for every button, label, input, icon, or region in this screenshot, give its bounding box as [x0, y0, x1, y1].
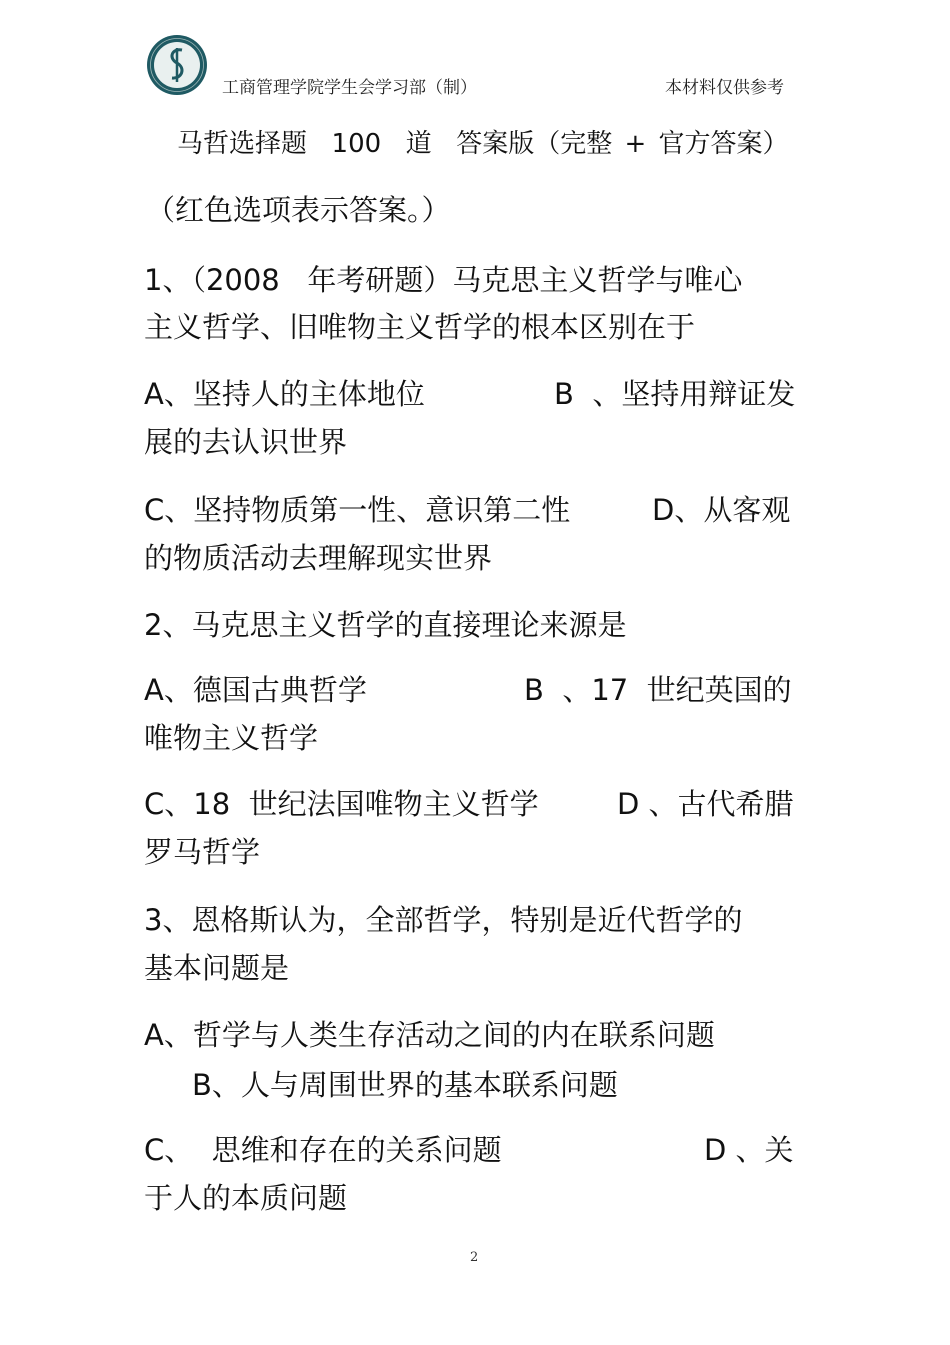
question-2-option-a: A、德国古典哲学 — [144, 673, 367, 707]
question-3-stem-line2: 基本问题是 — [144, 951, 290, 985]
question-2-option-d: D 、古代希腊 — [617, 787, 794, 821]
answer-note: （红色选项表示答案。） — [146, 193, 451, 227]
question-3-option-a: A、哲学与人类生存活动之间的内在联系问题 — [144, 1018, 715, 1052]
question-1-option-b: B 、坚持用辩证发 — [554, 377, 796, 411]
question-2-option-b: B 、17 世纪英国的 — [524, 673, 792, 707]
document-title: 马哲选择题 100 道 答案版（完整 + 官方答案） — [177, 129, 789, 159]
question-3-stem-line1: 3、恩格斯认为，全部哲学，特别是近代哲学的 — [144, 903, 743, 937]
question-1-option-d-cont: 的物质活动去理解现实世界 — [144, 541, 493, 575]
question-2-option-d-cont: 罗马哲学 — [144, 835, 261, 869]
question-1-stem-line2: 主义哲学、旧唯物主义哲学的根本区别在于 — [144, 310, 696, 344]
question-3-option-c: C、 思维和存在的关系问题 — [144, 1133, 502, 1167]
header-disclaimer: 本材料仅供参考 — [665, 78, 784, 98]
question-1-option-b-cont: 展的去认识世界 — [144, 425, 348, 459]
question-2-option-c: C、18 世纪法国唯物主义哲学 — [144, 787, 539, 821]
page-number: 2 — [470, 1250, 479, 1265]
question-3-option-d-cont: 于人的本质问题 — [144, 1181, 348, 1215]
question-2-option-b-cont: 唯物主义哲学 — [144, 721, 319, 755]
question-3-option-b: B、人与周围世界的基本联系问题 — [192, 1068, 618, 1102]
header-organization: 工商管理学院学生会学习部（制） — [222, 78, 477, 98]
school-logo — [146, 34, 208, 96]
question-1-option-c: C、坚持物质第一性、意识第二性 — [144, 493, 571, 527]
question-1-option-d: D、从客观 — [652, 493, 791, 527]
question-1-option-a: A、坚持人的主体地位 — [144, 377, 425, 411]
question-1-stem-line1: 1、（2008 年考研题）马克思主义哲学与唯心 — [144, 263, 743, 297]
question-3-option-d: D 、关 — [704, 1133, 794, 1167]
question-2-stem-line1: 2、马克思主义哲学的直接理论来源是 — [144, 608, 627, 642]
